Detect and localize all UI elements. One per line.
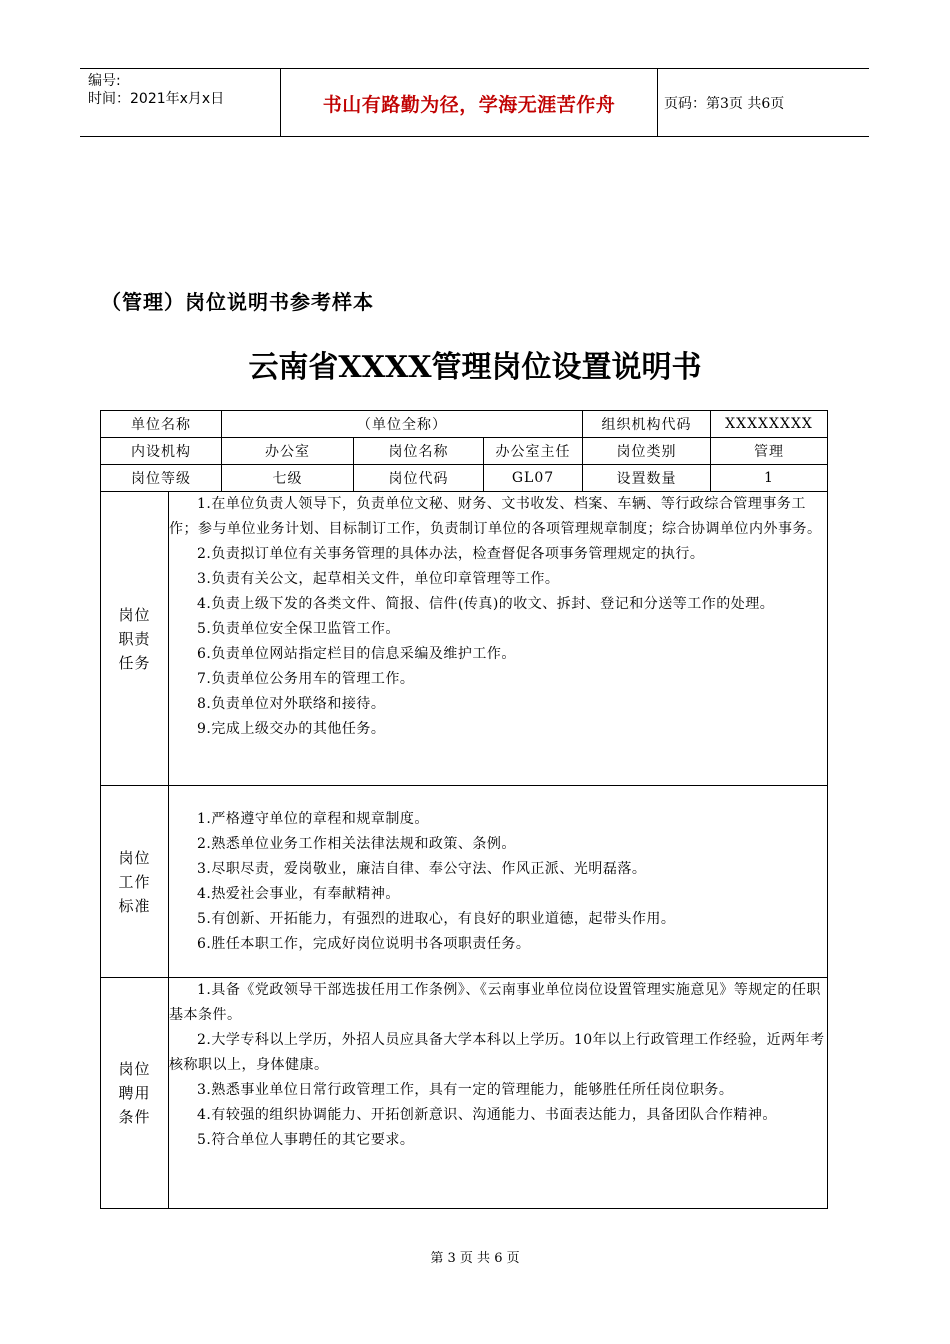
table-row-conditions (101, 978, 828, 1209)
list-item: 3.尽职尽责，爱岗敬业，廉洁自律、奉公守法、作风正派、光明磊落。 (197, 860, 647, 877)
list-item: 6.胜任本职工作，完成好岗位说明书各项职责任务。 (197, 935, 531, 952)
header-motto: 书山有路勤为径，学海无涯苦作舟 (322, 94, 616, 116)
doc-time-label: 时间：2021年x月x日 (88, 91, 225, 107)
header-divider-left (280, 68, 281, 136)
post-name-value: 办公室主任 (484, 438, 583, 465)
table-row-standards (101, 786, 828, 978)
table-row (101, 438, 828, 465)
post-code-label: 岗位代码 (354, 465, 484, 492)
list-item: 7.负责单位公务用车的管理工作。 (197, 671, 415, 687)
header-meta (88, 72, 224, 108)
list-item: 1.具备《党政领导干部选拔任用工作条例》、《云南事业单位岗位设置管理实施意见》等规定的任职基本条件。 (169, 982, 821, 1023)
post-code-value: GL07 (484, 465, 583, 492)
post-name-label: 岗位名称 (354, 438, 484, 465)
conditions-content (169, 978, 828, 1209)
doc-subtitle: （管理）岗位说明书参考样本 (101, 290, 374, 314)
table-row-duties (101, 492, 828, 786)
header-bottom-rule (80, 136, 869, 137)
dept-label: 内设机构 (101, 438, 222, 465)
list-item: 4.负责上级下发的各类文件、简报、信件(传真)的收文、拆封、登记和分送等工作的处理。 (197, 596, 775, 612)
list-item: 5.符合单位人事聘任的其它要求。 (197, 1132, 415, 1148)
table-row (101, 465, 828, 492)
job-description-table (100, 410, 828, 1209)
list-item: 5.负责单位安全保卫监管工作。 (197, 621, 400, 637)
standards-section-label: 岗位 工作 标准 (101, 786, 169, 978)
list-item: 4.有较强的组织协调能力、开拓创新意识、沟通能力、书面表达能力，具备团队合作精神。 (197, 1107, 777, 1123)
grade-label: 岗位等级 (101, 465, 222, 492)
unit-name-value: （单位全称） (222, 411, 583, 438)
list-item: 9.完成上级交办的其他任务。 (197, 721, 386, 737)
count-value: 1 (711, 465, 828, 492)
dept-value: 办公室 (222, 438, 354, 465)
list-item: 1.在单位负责人领导下，负责单位文秘、财务、文书收发、档案、车辆、等行政综合管理事务工作；参与单位业务计划、目标制订工作，负责制订单位的各项管理规章制度；综合协调单位内外事务。 (169, 496, 822, 537)
list-item: 4.热爱社会事业，有奉献精神。 (197, 885, 400, 902)
unit-name-label: 单位名称 (101, 411, 222, 438)
grade-value: 七级 (222, 465, 354, 492)
page-footer: 第 3 页 共 6 页 (430, 1251, 520, 1266)
org-code-label: 组织机构代码 (583, 411, 711, 438)
doc-number-label: 编号: (88, 73, 121, 89)
list-item: 6.负责单位网站指定栏目的信息采编及维护工作。 (197, 646, 516, 662)
list-item: 2.负责拟订单位有关事务管理的具体办法，检查督促各项事务管理规定的执行。 (197, 546, 705, 562)
list-item: 3.负责有关公文，起草相关文件，单位印章管理等工作。 (197, 571, 560, 587)
list-item: 3.熟悉事业单位日常行政管理工作，具有一定的管理能力，能够胜任所任岗位职务。 (197, 1082, 734, 1098)
standards-content (169, 786, 828, 978)
conditions-section-label: 岗位 聘用 条件 (101, 978, 169, 1209)
list-item: 1.严格遵守单位的章程和规章制度。 (197, 810, 429, 827)
count-label: 设置数量 (583, 465, 711, 492)
doc-title: 云南省XXXX管理岗位设置说明书 (248, 350, 702, 385)
list-item: 5.有创新、开拓能力，有强烈的进取心，有良好的职业道德，起带头作用。 (197, 910, 676, 927)
org-code-value: XXXXXXXX (711, 411, 828, 438)
list-item: 2.大学专科以上学历，外招人员应具备大学本科以上学历。10年以上行政管理工作经验，近两年考核称职以上，身体健康。 (169, 1032, 825, 1073)
header-divider-right (657, 68, 658, 136)
list-item: 8.负责单位对外联络和接待。 (197, 696, 386, 712)
header-page-label: 页码：第3页 共6页 (664, 96, 785, 112)
post-type-label: 岗位类别 (583, 438, 711, 465)
header-top-rule (80, 68, 869, 69)
table-row (101, 411, 828, 438)
duties-content (169, 492, 828, 786)
duties-section-label: 岗位 职责 任务 (101, 492, 169, 786)
list-item: 2.熟悉单位业务工作相关法律法规和政策、条例。 (197, 835, 516, 852)
post-type-value: 管理 (711, 438, 828, 465)
